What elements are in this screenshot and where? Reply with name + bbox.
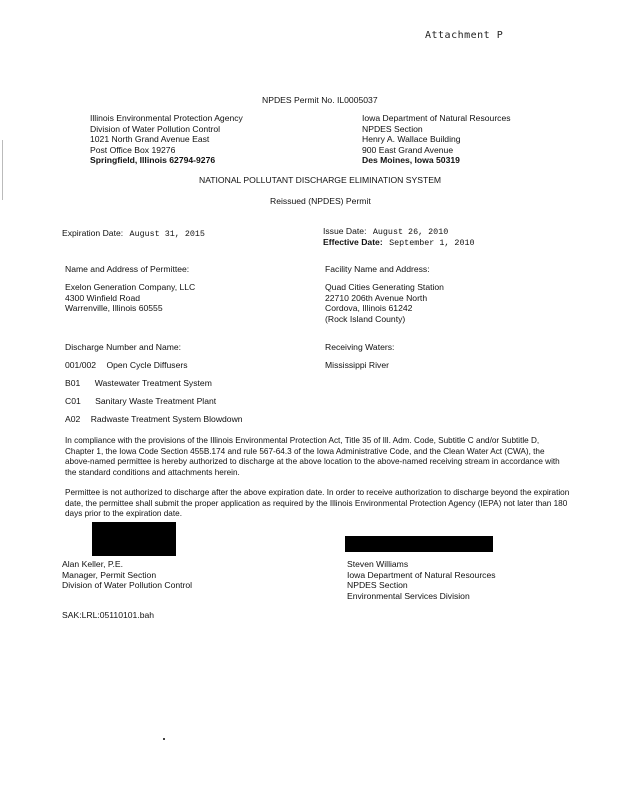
agency-left-line: 1021 North Grand Avenue East — [90, 134, 210, 144]
discharge-name: Sanitary Waste Treatment Plant — [95, 396, 217, 406]
effective-date-label: Effective Date: — [323, 237, 383, 247]
discharge-item — [65, 378, 212, 389]
permittee-label: Name and Address of Permittee: — [65, 264, 190, 274]
agency-right-line: 900 East Grand Avenue — [362, 144, 454, 155]
authorization-paragraph: Permittee is not authorized to discharge after the above expiration date. In order to receive authorization to discharge beyond the expiration date, the permittee shall submit the proper application as required by the Illinois Environmental Protection Agency (IEPA) not later than 180 days prior to the expiration date. — [65, 488, 570, 518]
agency-right-line: Des Moines, Iowa 50319 — [362, 155, 460, 165]
scan-mark — [2, 140, 3, 200]
receiving-waters-label: Receiving Waters: — [325, 342, 395, 352]
discharge-number: A02 — [65, 414, 81, 424]
permittee-address — [65, 282, 195, 314]
permittee-line: Exelon Generation Company, LLC — [65, 282, 196, 292]
issue-date — [323, 226, 448, 238]
signer-left-line: Manager, Permit Section — [62, 569, 157, 580]
expiration-date-label: Expiration Date: — [62, 228, 124, 238]
receiving-waters-value: Mississippi River — [325, 360, 389, 370]
effective-date-value: September 1, 2010 — [389, 238, 475, 248]
discharge-label: Discharge Number and Name: — [65, 342, 182, 352]
issue-date-value: August 26, 2010 — [372, 227, 449, 237]
compliance-paragraph: In compliance with the provisions of the Illinois Environmental Protection Act, Title 35 of Ill. Adm. Code, Subtitle C and/or Subtitle D, Chapter 1, the Iowa Code Section 455B.174 and rule 567-64.3 of the Iowa Administrative Code, and the Clean Water Act (CWA), the above-named permittee is hereby authorized to discharge at the above location to the above-named receiving stream in accordance with the standard conditions and attachments herein. — [65, 436, 560, 477]
signer-left-line: Division of Water Pollution Control — [62, 580, 193, 590]
expiration-date — [62, 228, 205, 240]
permit-type: Reissued (NPDES) Permit — [270, 196, 371, 206]
facility-line: Quad Cities Generating Station — [325, 282, 444, 292]
scan-mark — [163, 738, 165, 740]
agency-left-line: Springfield, Illinois 62794-9276 — [90, 155, 216, 165]
file-reference: SAK:LRL:05110101.bah — [62, 610, 155, 620]
discharge-name: Open Cycle Diffusers — [106, 360, 188, 370]
facility-line: (Rock Island County) — [325, 313, 406, 324]
redacted-signature-right — [345, 536, 493, 552]
effective-date — [323, 237, 475, 249]
issue-date-label: Issue Date: — [323, 226, 367, 236]
signer-right-line: Iowa Department of Natural Resources — [347, 569, 496, 580]
permit-number: NPDES Permit No. IL0005037 — [262, 95, 378, 105]
agency-right-line: Iowa Department of Natural Resources — [362, 113, 511, 123]
agency-left-line: Post Office Box 19276 — [90, 144, 176, 155]
signer-right — [347, 559, 496, 601]
signer-right-line: Environmental Services Division — [347, 590, 470, 601]
expiration-date-value: August 31, 2015 — [129, 229, 205, 239]
facility-label: Facility Name and Address: — [325, 264, 430, 274]
discharge-number: C01 — [65, 396, 81, 406]
discharge-name: Radwaste Treatment System Blowdown — [90, 414, 243, 424]
agency-right-line: Henry A. Wallace Building — [362, 134, 461, 144]
permittee-line: Warrenville, Illinois 60555 — [65, 303, 163, 313]
signer-left — [62, 559, 192, 591]
discharge-item — [65, 360, 188, 371]
signer-left-line: Alan Keller, P.E. — [62, 559, 123, 569]
attachment-label: Attachment P — [425, 30, 504, 41]
discharge-name: Wastewater Treatment System — [94, 378, 212, 388]
facility-line: Cordova, Illinois 61242 — [325, 303, 413, 313]
agency-right-address — [362, 113, 511, 166]
redacted-signature-left — [92, 522, 176, 556]
discharge-number: B01 — [65, 378, 81, 388]
facility-line: 22710 206th Avenue North — [325, 292, 428, 303]
signer-right-line: NPDES Section — [347, 580, 408, 590]
system-title: NATIONAL POLLUTANT DISCHARGE ELIMINATION SYSTEM — [199, 175, 442, 185]
signer-right-line: Steven Williams — [347, 559, 409, 569]
agency-left-line: Illinois Environmental Protection Agency — [90, 113, 243, 123]
discharge-item — [65, 414, 243, 425]
facility-address — [325, 282, 444, 324]
agency-left-line: Division of Water Pollution Control — [90, 123, 221, 134]
discharge-item — [65, 396, 216, 407]
agency-right-line: NPDES Section — [362, 123, 423, 134]
permittee-line: 4300 Winfield Road — [65, 292, 141, 303]
agency-left-address — [90, 113, 243, 166]
discharge-number: 001/002 — [65, 360, 97, 370]
